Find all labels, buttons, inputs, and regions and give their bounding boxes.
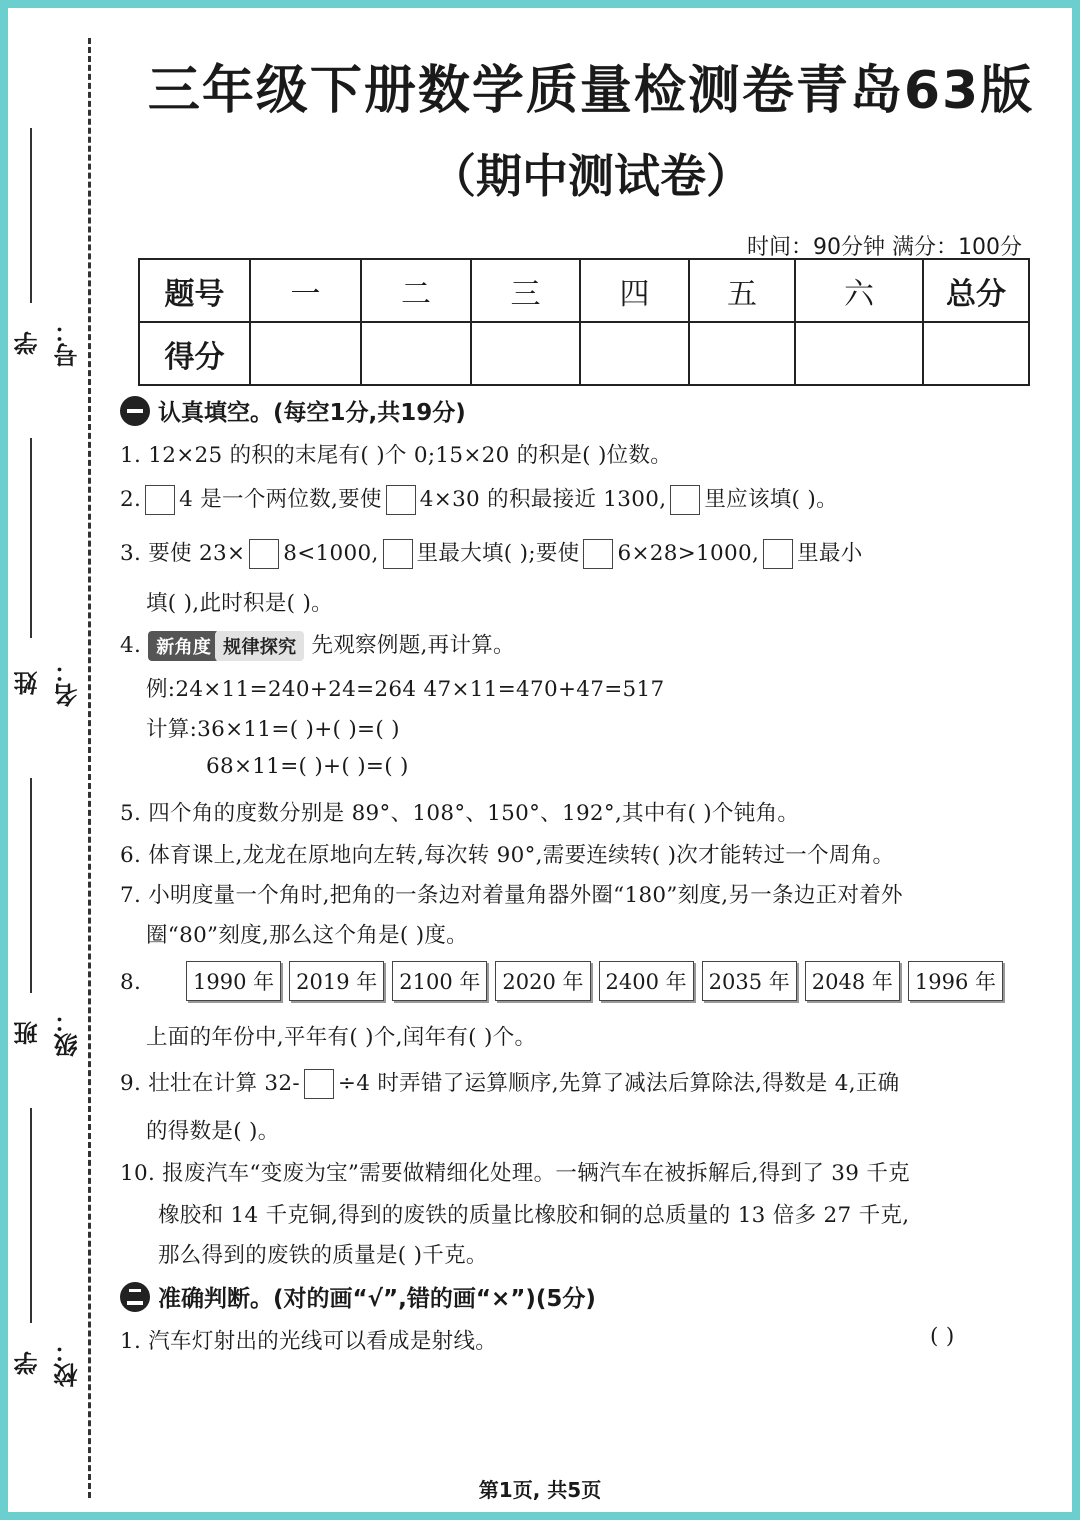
score-header-cell: 总分 xyxy=(923,259,1029,322)
section-2-title: 准确判断。(对的画“√”,错的画“×”)(5分) xyxy=(158,1286,596,1312)
question-1-8-number: 8. xyxy=(120,970,142,995)
question-1-10: 10. 报废汽车“变废为宝”需要做精细化处理。一辆汽车在被拆解后,得到了 39 千克 xyxy=(120,1161,910,1186)
question-1-5: 5. 四个角的度数分别是 89°、108°、150°、192°,其中有( )个钝角。 xyxy=(120,801,800,826)
question-1-9 xyxy=(120,1066,899,1099)
year-list xyxy=(186,961,1003,1001)
year-card: 1996 年 xyxy=(908,961,1003,1001)
year-card: 2035 年 xyxy=(702,961,797,1001)
question-1-3 xyxy=(120,536,863,569)
q3-part: 8<1000, xyxy=(283,541,379,566)
year-card: 2048 年 xyxy=(805,961,900,1001)
score-cell[interactable] xyxy=(795,322,923,385)
question-1-8-text: 上面的年份中,平年有( )个,闰年有( )个。 xyxy=(146,1025,537,1050)
q3-part: 6×28>1000, xyxy=(617,541,760,566)
binding-dashed-line xyxy=(88,38,91,1498)
section-2-heading xyxy=(120,1280,596,1313)
section-two-icon xyxy=(120,1282,150,1312)
school-label: 学校： xyxy=(14,1339,82,1387)
score-header-cell: 四 xyxy=(580,259,689,322)
year-card: 2400 年 xyxy=(599,961,694,1001)
question-1-4 xyxy=(120,628,515,661)
student-no-line xyxy=(30,128,32,303)
q4-text: 先观察例题,再计算。 xyxy=(311,633,515,658)
student-no-label: 学号： xyxy=(14,319,82,367)
pattern-tag: 规律探究 xyxy=(215,631,304,661)
q2-part: 里应该填( )。 xyxy=(704,487,838,512)
question-1-4-calc-1: 计算:36×11=( )+( )=( ) xyxy=(146,717,400,742)
score-header-cell: 三 xyxy=(471,259,580,322)
question-1-7-cont: 圈“80”刻度,那么这个角是( )度。 xyxy=(146,923,468,948)
page-subtitle: （期中测试卷） xyxy=(430,149,752,203)
page-footer: 第1页, 共5页 xyxy=(478,1478,602,1502)
question-1-4-calc-2: 68×11=( )+( )=( ) xyxy=(206,754,409,779)
answer-box[interactable] xyxy=(583,539,613,569)
answer-box[interactable] xyxy=(304,1069,334,1099)
score-header-cell: 二 xyxy=(361,259,471,322)
class-line xyxy=(30,778,32,993)
score-table-score-row xyxy=(139,322,1029,385)
q9-part: ÷4 时弄错了运算顺序,先算了减法后算除法,得数是 4,正确 xyxy=(337,1071,900,1096)
year-card: 2100 年 xyxy=(392,961,487,1001)
score-header-cell: 五 xyxy=(689,259,795,322)
year-card: 1990 年 xyxy=(186,961,281,1001)
q4-number: 4. xyxy=(120,633,142,658)
question-1-2 xyxy=(120,482,838,515)
question-1-10-cont-2: 那么得到的废铁的质量是( )千克。 xyxy=(158,1243,488,1268)
score-cell[interactable] xyxy=(923,322,1029,385)
answer-box[interactable] xyxy=(249,539,279,569)
q3-part: 3. 要使 23× xyxy=(120,541,246,566)
score-cell[interactable] xyxy=(361,322,471,385)
question-1-10-cont-1: 橡胶和 14 千克铜,得到的废铁的质量比橡胶和铜的总质量的 13 倍多 27 千克, xyxy=(158,1203,910,1228)
question-1-1: 1. 12×25 的积的末尾有( )个 0;15×20 的积是( )位数。 xyxy=(120,443,673,468)
section-one-icon xyxy=(120,396,150,426)
score-row-label: 得分 xyxy=(139,322,250,385)
exam-meta: 时间：90分钟 满分：100分 xyxy=(747,235,1022,260)
new-angle-tag: 新角度 xyxy=(148,631,219,661)
page-title: 三年级下册数学质量检测卷青岛63版 xyxy=(147,61,1035,121)
question-1-3-cont: 填( ),此时积是( )。 xyxy=(146,591,333,616)
answer-box[interactable] xyxy=(145,485,175,515)
q9-part: 9. 壮壮在计算 32- xyxy=(120,1071,300,1096)
score-header-cell: 六 xyxy=(795,259,923,322)
answer-box[interactable] xyxy=(763,539,793,569)
score-table xyxy=(138,258,1030,386)
score-table-header-row xyxy=(139,259,1029,322)
question-1-6: 6. 体育课上,龙龙在原地向左转,每次转 90°,需要连续转( )次才能转过一个周角。 xyxy=(120,843,895,868)
score-cell[interactable] xyxy=(250,322,361,385)
answer-box[interactable] xyxy=(386,485,416,515)
exam-page xyxy=(8,8,1072,1512)
question-1-7: 7. 小明度量一个角时,把角的一条边对着量角器外圈“180”刻度,另一条边正对着外 xyxy=(120,883,903,908)
year-card: 2019 年 xyxy=(289,961,384,1001)
q2-part: 4 是一个两位数,要使 xyxy=(179,487,382,512)
q2-part: 4×30 的积最接近 1300, xyxy=(419,487,667,512)
score-header-cell: 一 xyxy=(250,259,361,322)
score-cell[interactable] xyxy=(580,322,689,385)
name-line xyxy=(30,438,32,638)
q3-part: 里最大填( );要使 xyxy=(416,541,580,566)
section-1-heading xyxy=(120,394,466,427)
year-card: 2020 年 xyxy=(495,961,590,1001)
judgement-1: 1. 汽车灯射出的光线可以看成是射线。 xyxy=(120,1329,498,1354)
answer-box[interactable] xyxy=(383,539,413,569)
judgement-1-answer[interactable]: ( ) xyxy=(930,1324,955,1349)
school-line xyxy=(30,1108,32,1323)
score-header-cell: 题号 xyxy=(139,259,250,322)
q2-part: 2. xyxy=(120,487,142,512)
question-1-9-cont: 的得数是( )。 xyxy=(146,1119,280,1144)
section-1-title: 认真填空。(每空1分,共19分) xyxy=(158,400,466,426)
q3-part: 里最小 xyxy=(797,541,863,566)
score-cell[interactable] xyxy=(689,322,795,385)
answer-box[interactable] xyxy=(670,485,700,515)
name-label: 姓名： xyxy=(14,659,82,707)
question-1-4-example: 例:24×11=240+24=264 47×11=470+47=517 xyxy=(146,677,665,702)
class-label: 班级： xyxy=(14,1009,82,1057)
score-cell[interactable] xyxy=(471,322,580,385)
